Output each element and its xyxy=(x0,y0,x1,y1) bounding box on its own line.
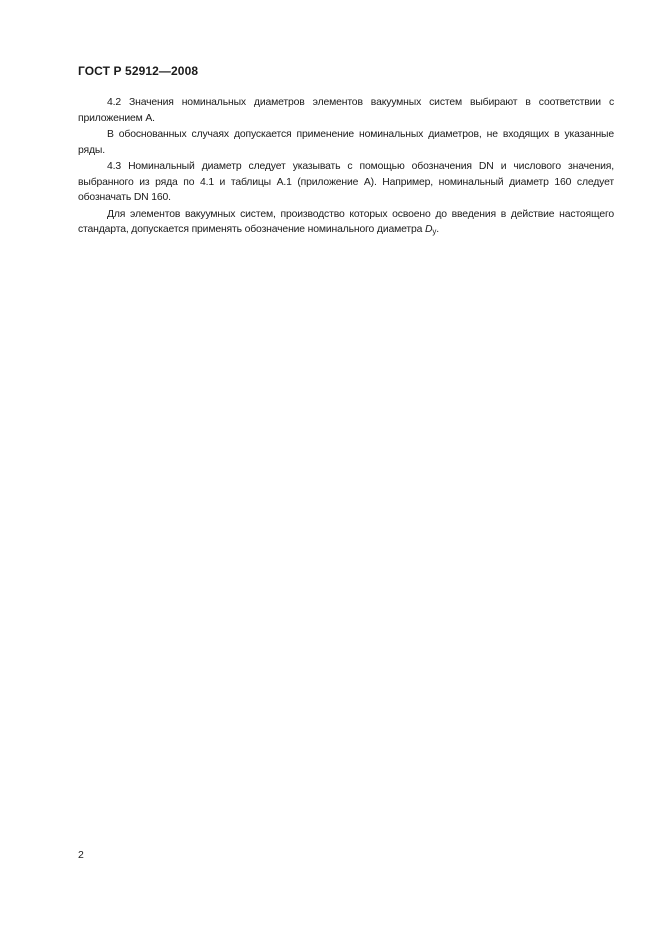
paragraph-4-3-note-text: Для элементов вакуумных систем, производство которых освоено до введения в действие настоящего стандарта, допускается применять обозначение номинального диаметра xyxy=(78,208,614,235)
page-number: 2 xyxy=(78,849,84,861)
paragraph-4-2: 4.2 Значения номинальных диаметров элементов вакуумных систем выбирают в соответствии с приложением А. xyxy=(78,97,614,124)
diameter-symbol-subscript: у xyxy=(432,227,437,236)
document-body xyxy=(78,95,614,240)
document-header: ГОСТ Р 52912—2008 xyxy=(78,64,199,78)
paragraph-4-3: 4.3 Номинальный диаметр следует указывать с помощью обозначения DN и числового значения, выбранного из ряда по 4.1 и таблицы А.1 (приложение А). Например, номинальный диаметр 160 следует обозначать DN 160. xyxy=(78,161,614,203)
paragraph-4-2-note: В обоснованных случаях допускается применение номинальных диаметров, не входящих в указанные ряды. xyxy=(78,129,614,156)
paragraph-4-3-note-end: . xyxy=(436,224,439,235)
diameter-symbol: D xyxy=(425,224,433,235)
paragraph-4-3-note xyxy=(78,207,614,240)
